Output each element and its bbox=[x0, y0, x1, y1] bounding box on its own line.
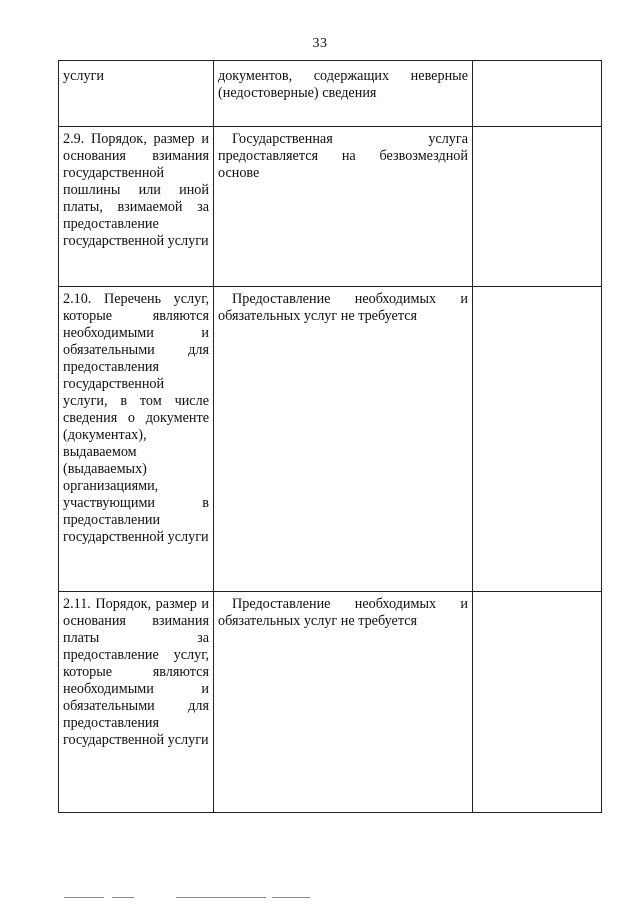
table-cell-notes bbox=[473, 61, 602, 127]
page-number: 33 bbox=[312, 36, 328, 51]
scan-artifact bbox=[176, 897, 266, 898]
scan-artifact bbox=[112, 897, 134, 898]
table-cell-content: Государственная услуга предоставляется на безвозмездной основе bbox=[214, 127, 473, 287]
table-cell-content: Предоставление необходимых и обязательных услуг не требуется bbox=[214, 287, 473, 592]
table-cell-notes bbox=[473, 592, 602, 813]
table-cell-content: документов, содержащих неверные (недостоверные) сведения bbox=[214, 61, 473, 127]
table-cell-notes bbox=[473, 127, 602, 287]
table-row bbox=[59, 592, 602, 813]
table-cell-item: услуги bbox=[59, 61, 214, 127]
table-cell-item: 2.10. Перечень услуг, которые являются необходимыми и обязательными для предоставления государственной услуги, в том числе сведения о документе (документах), выдаваемом (выдаваемых) организациями, участвующими в предоставлении государственной услуги bbox=[59, 287, 214, 592]
table-cell-notes bbox=[473, 287, 602, 592]
table-row bbox=[59, 287, 602, 592]
services-table bbox=[58, 60, 602, 813]
table-cell-content: Предоставление необходимых и обязательных услуг не требуется bbox=[214, 592, 473, 813]
table-row bbox=[59, 61, 602, 127]
table-row bbox=[59, 127, 602, 287]
table-cell-item: 2.9. Порядок, размер и основания взимания государственной пошлины или иной платы, взимаемой за предоставление государственной услуги bbox=[59, 127, 214, 287]
scan-artifact bbox=[272, 897, 310, 898]
table-cell-item: 2.11. Порядок, размер и основания взимания платы за предоставление услуг, которые являются необходимыми и обязательными для предоставления государственной услуги bbox=[59, 592, 214, 813]
scan-artifact bbox=[64, 897, 104, 898]
